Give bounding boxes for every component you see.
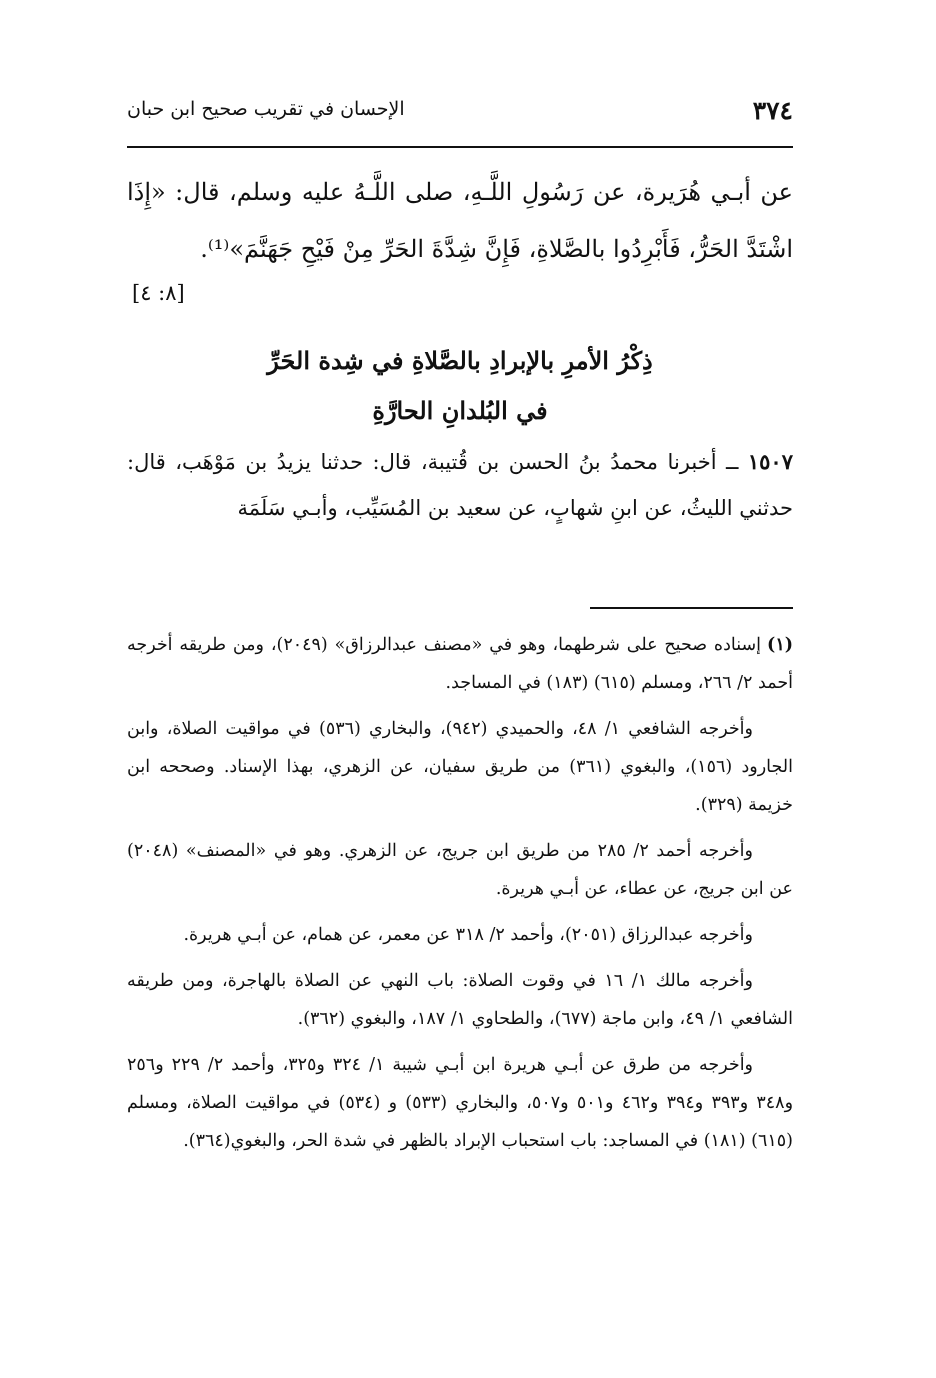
footnotes xyxy=(127,626,793,1168)
page-header xyxy=(127,96,793,136)
hadith-reference: [٨: ٤] xyxy=(132,281,185,305)
header-rule xyxy=(127,146,793,148)
hadith-1507 xyxy=(127,439,793,531)
footnote-marker: (١) xyxy=(767,635,793,655)
page-number: ٣٧٤ xyxy=(752,96,793,125)
footnote-text: وأخرجه الشافعي ١/ ٤٨، والحميدي (٩٤٢)، والبخاري (٥٣٦) في مواقيت الصلاة، وابن الجارود (١٥٦)، والبغوي (٣٦١) من طريق سفيان، عن الزهري، بهذا الإسناد. وصححه ابن خزيمة (٣٢٩). xyxy=(127,719,793,815)
footnote-text: وأخرجه عبدالرزاق (٢٠٥١)، وأحمد ٢/ ٣١٨ عن معمر، عن همام، عن أبـي هريرة. xyxy=(183,925,753,945)
hadith-continuation: عن أبـي هُرَيرة، عن رَسُولِ اللَّـهِ، صلى اللَّـهُ عليه وسلم، قال: «إِذَا اشْتَدَّ الحَرُّ، فَأَبْرِدُوا بالصَّلاةِ، فَإِنَّ شِدَّةَ الحَرِّ مِنْ فَيْحِ جَهَنَّمَ»⁽¹⁾. xyxy=(127,178,793,263)
chapter-heading xyxy=(127,336,793,436)
footnote-paragraph xyxy=(127,962,793,1038)
footnote-text: وأخرجه من طرق عن أبـي هريرة ابن أبـي شيبة ١/ ٣٢٤ و٣٢٥، وأحمد ٢/ ٢٢٩ و٢٥٦ و٣٤٨ و٣٩٣ و٣٩٤ و٤٦٢ و٥٠١ و٥٠٧، والبخاري (٥٣٣) و (٥٣٤) في مواقيت الصلاة، ومسلم (٦١٥) (١٨١) في المساجد: باب استحباب الإبراد بالظهر في شدة الحر، والبغوي(٣٦٤). xyxy=(127,1055,794,1151)
footnote-text: وأخرجه أحمد ٢/ ٢٨٥ من طريق ابن جريج، عن الزهري. وهو في «المصنف» (٢٠٤٨) عن ابن جريج، عن عطاء، عن أبـي هريرة. xyxy=(127,841,793,899)
footnote-paragraph xyxy=(127,832,793,908)
footnote-paragraph xyxy=(127,916,793,954)
footnote-paragraph xyxy=(127,710,793,824)
footnote-paragraph xyxy=(127,1046,793,1160)
hadith-chain-text: ــ أخبرنا محمدُ بنُ الحسن بن قُتيبة، قال: حدثنا يزيدُ بن مَوْهَب، قال: حدثني الليثُ، عن ابنِ شهابٍ، عن سعيد بن المُسَيِّب، وأبـي سَلَمَة xyxy=(127,450,793,520)
footnote-separator xyxy=(590,607,793,609)
footnote-text: إسناده صحيح على شرطهما، وهو في «مصنف عبدالرزاق» (٢٠٤٩)، ومن طريقه أخرجه أحمد ٢/ ٢٦٦، ومسلم (٦١٥) (١٨٣) في المساجد. xyxy=(127,635,793,693)
footnote-text: وأخرجه مالك ١/ ١٦ في وقوت الصلاة: باب النهي عن الصلاة بالهاجرة، ومن طريقه الشافعي ١/ ٤٩، وابن ماجة (٦٧٧)، والطحاوي ١/ ١٨٧، والبغوي (٣٦٢). xyxy=(127,971,793,1029)
chapter-heading-line-1: ذِكْرُ الأمرِ بالإبرادِ بالصَّلاةِ في شِدة الحَرِّ xyxy=(267,346,653,375)
hadith-number: ١٥٠٧ xyxy=(747,449,793,474)
running-title: الإحسان في تقريب صحيح ابن حبان xyxy=(127,98,405,120)
footnote-paragraph xyxy=(127,626,793,702)
chapter-heading-line-2: في البُلدانِ الحارَّةِ xyxy=(372,396,548,425)
